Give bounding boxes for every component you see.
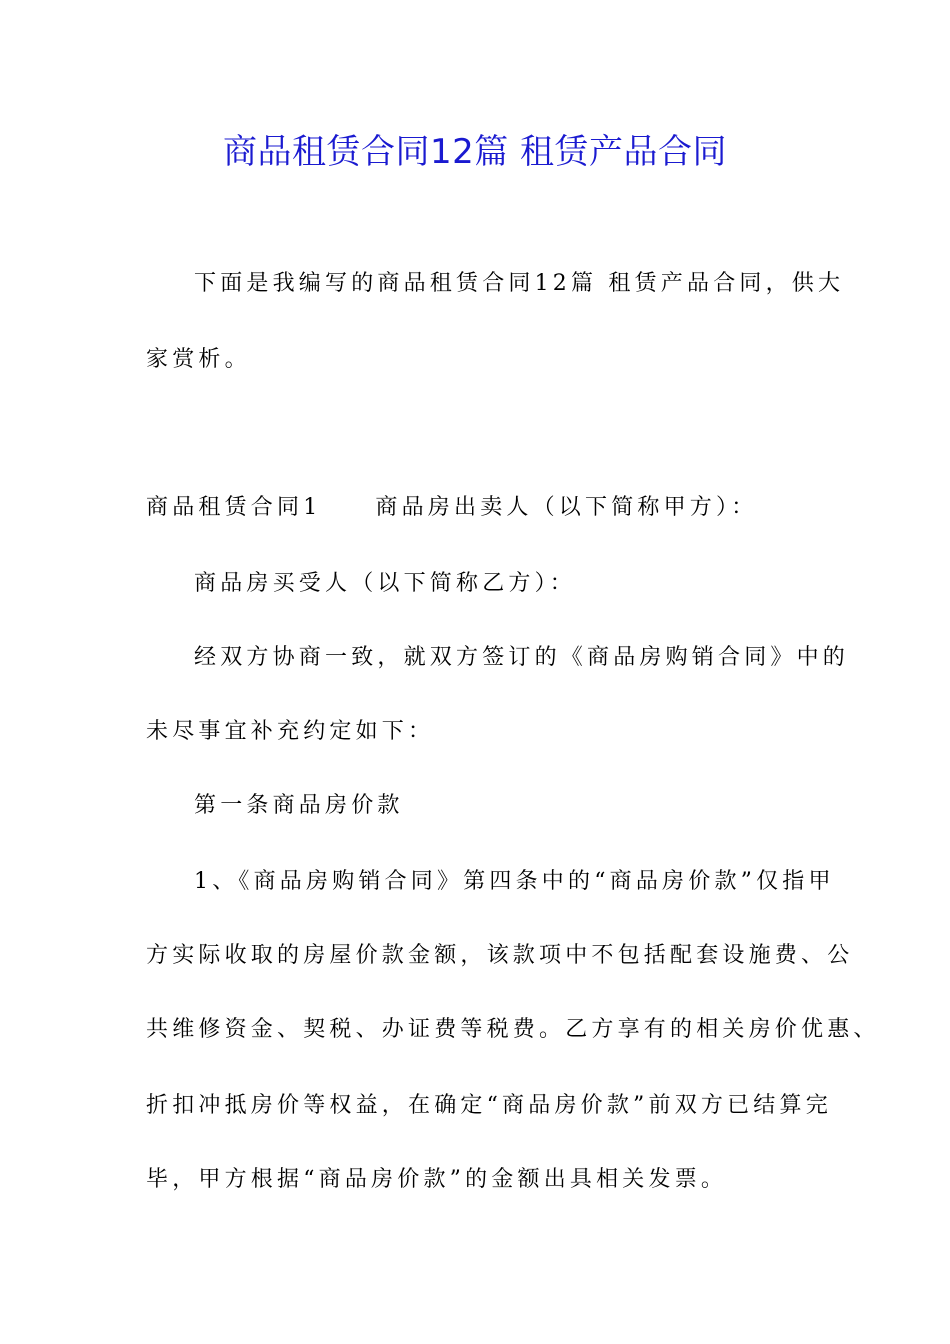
clause-one-line-5: 毕，甲方根据“商品房价款”的金额出具相关发票。 [146,1167,728,1192]
clause-one-line-3: 共维修资金、契税、办证费等税费。乙方享有的相关房价优惠、 [146,1017,880,1042]
buyer-line: 商品房买受人（以下简称乙方）： [194,571,577,596]
section-heading: 商品租赁合同1 [146,495,322,520]
agreement-line-1: 经双方协商一致，就双方签订的《商品房购销合同》中的 [194,645,850,670]
agreement-line-2: 未尽事宜补充约定如下： [146,719,435,744]
clause-one-line-4: 折扣冲抵房价等权益，在确定“商品房价款”前双方已结算完 [146,1093,832,1118]
intro-line-2: 家赏析。 [146,347,251,372]
section-heading-line [146,490,826,526]
intro-line-1: 下面是我编写的商品租赁合同12篇 租赁产品合同，供大 [194,271,845,296]
clause-one-line-2: 方实际收取的房屋价款金额，该款项中不包括配套设施费、公 [146,943,854,968]
clause-one-line-1: 1、《商品房购销合同》第四条中的“商品房价款”仅指甲 [194,869,835,894]
document-title: 商品租赁合同12篇 租赁产品合同 [222,132,728,172]
article-one-heading: 第一条商品房价款 [194,793,404,818]
seller-line: 商品房出卖人（以下简称甲方）： [375,495,758,520]
